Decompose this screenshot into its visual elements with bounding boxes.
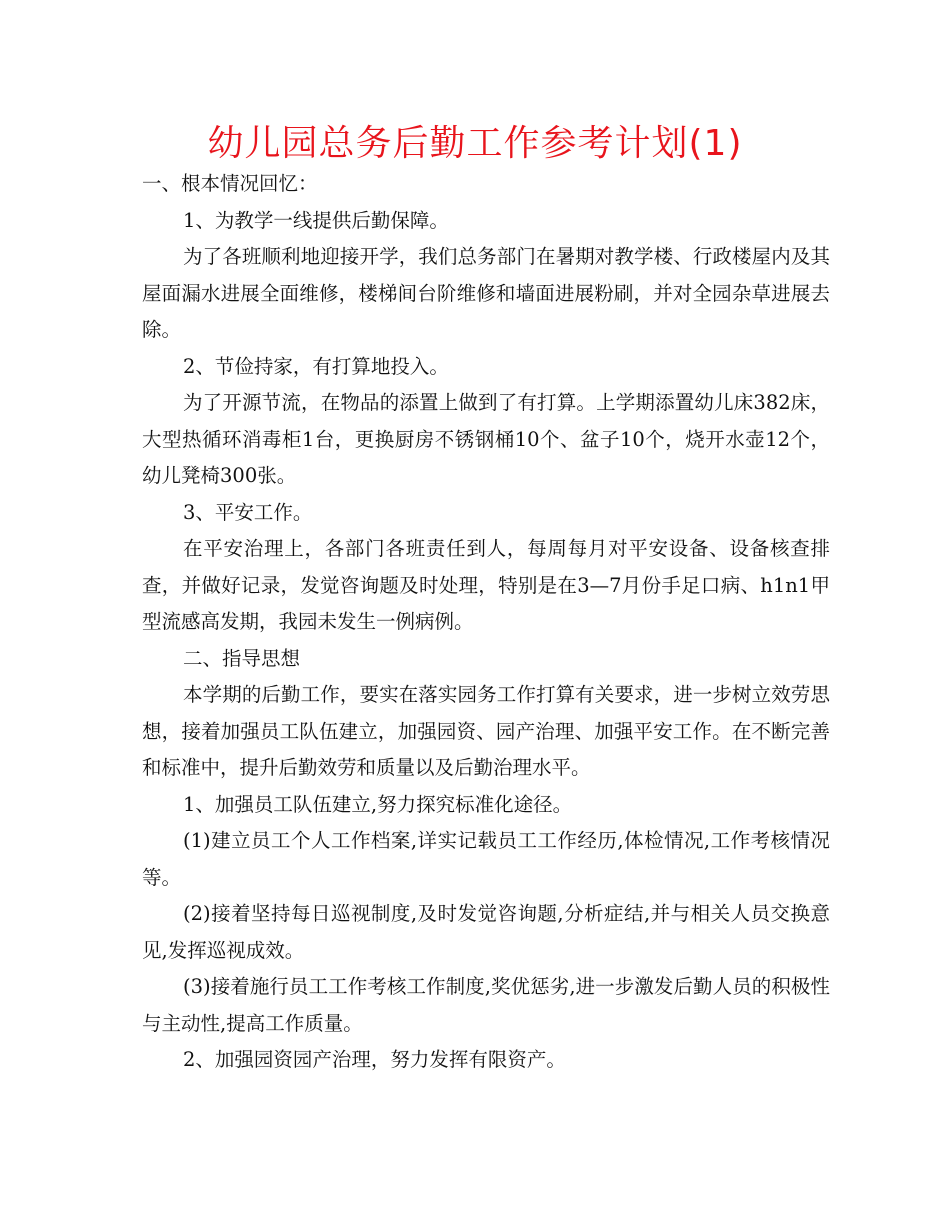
paragraph: 3、平安工作。 bbox=[183, 500, 313, 524]
paragraph: 在平安治理上，各部门各班责任到人，每周每月对平安设备、设备核查排查，并做好记录，发觉咨询题及时处理，特别是在3—7月份手足口病、h1n1甲型流感高发期，我园未发生一例病例。 bbox=[142, 537, 830, 633]
paragraph: 为了开源节流，在物品的添置上做到了有打算。上学期添置幼儿床382床，大型热循环消毒柜1台，更换厨房不锈钢桶10个、盆子10个，烧开水壶12个，幼儿凳椅300张。 bbox=[142, 391, 830, 487]
paragraph: 二、指导思想 bbox=[183, 646, 301, 670]
document-title: 幼儿园总务后勤工作参考计划(1) bbox=[207, 123, 743, 164]
paragraph: 一、根本情况回忆： bbox=[142, 172, 318, 195]
paragraph: (1)建立员工个人工作档案,详实记载员工工作经历,体检情况,工作考核情况等。 bbox=[142, 829, 830, 889]
paragraph: 为了各班顺利地迎接开学，我们总务部门在暑期对教学楼、行政楼屋内及其屋面漏水进展全面维修，楼梯间台阶维修和墙面进展粉刷，并对全园杂草进展去除。 bbox=[142, 245, 830, 341]
document-body bbox=[142, 166, 830, 1079]
paragraph: 2、节俭持家，有打算地投入。 bbox=[183, 354, 449, 378]
paragraph: 1、加强员工队伍建立,努力探究标准化途径。 bbox=[183, 792, 573, 816]
paragraph: 1、为教学一线提供后勤保障。 bbox=[183, 208, 449, 232]
paragraph: 2、加强园资园产治理，努力发挥有限资产。 bbox=[183, 1048, 566, 1071]
paragraph: 本学期的后勤工作，要实在落实园务工作打算有关要求，进一步树立效劳思想，接着加强员工队伍建立，加强园资、园产治理、加强平安工作。在不断完善和标准中，提升后勤效劳和质量以及后勤治理水平。 bbox=[142, 683, 830, 779]
paragraph: (2)接着坚持每日巡视制度,及时发觉咨询题,分析症结,并与相关人员交换意见,发挥巡视成效。 bbox=[142, 902, 830, 962]
paragraph: (3)接着施行员工工作考核工作制度,奖优惩劣,进一步激发后勤人员的积极性与主动性,提高工作质量。 bbox=[142, 975, 830, 1035]
